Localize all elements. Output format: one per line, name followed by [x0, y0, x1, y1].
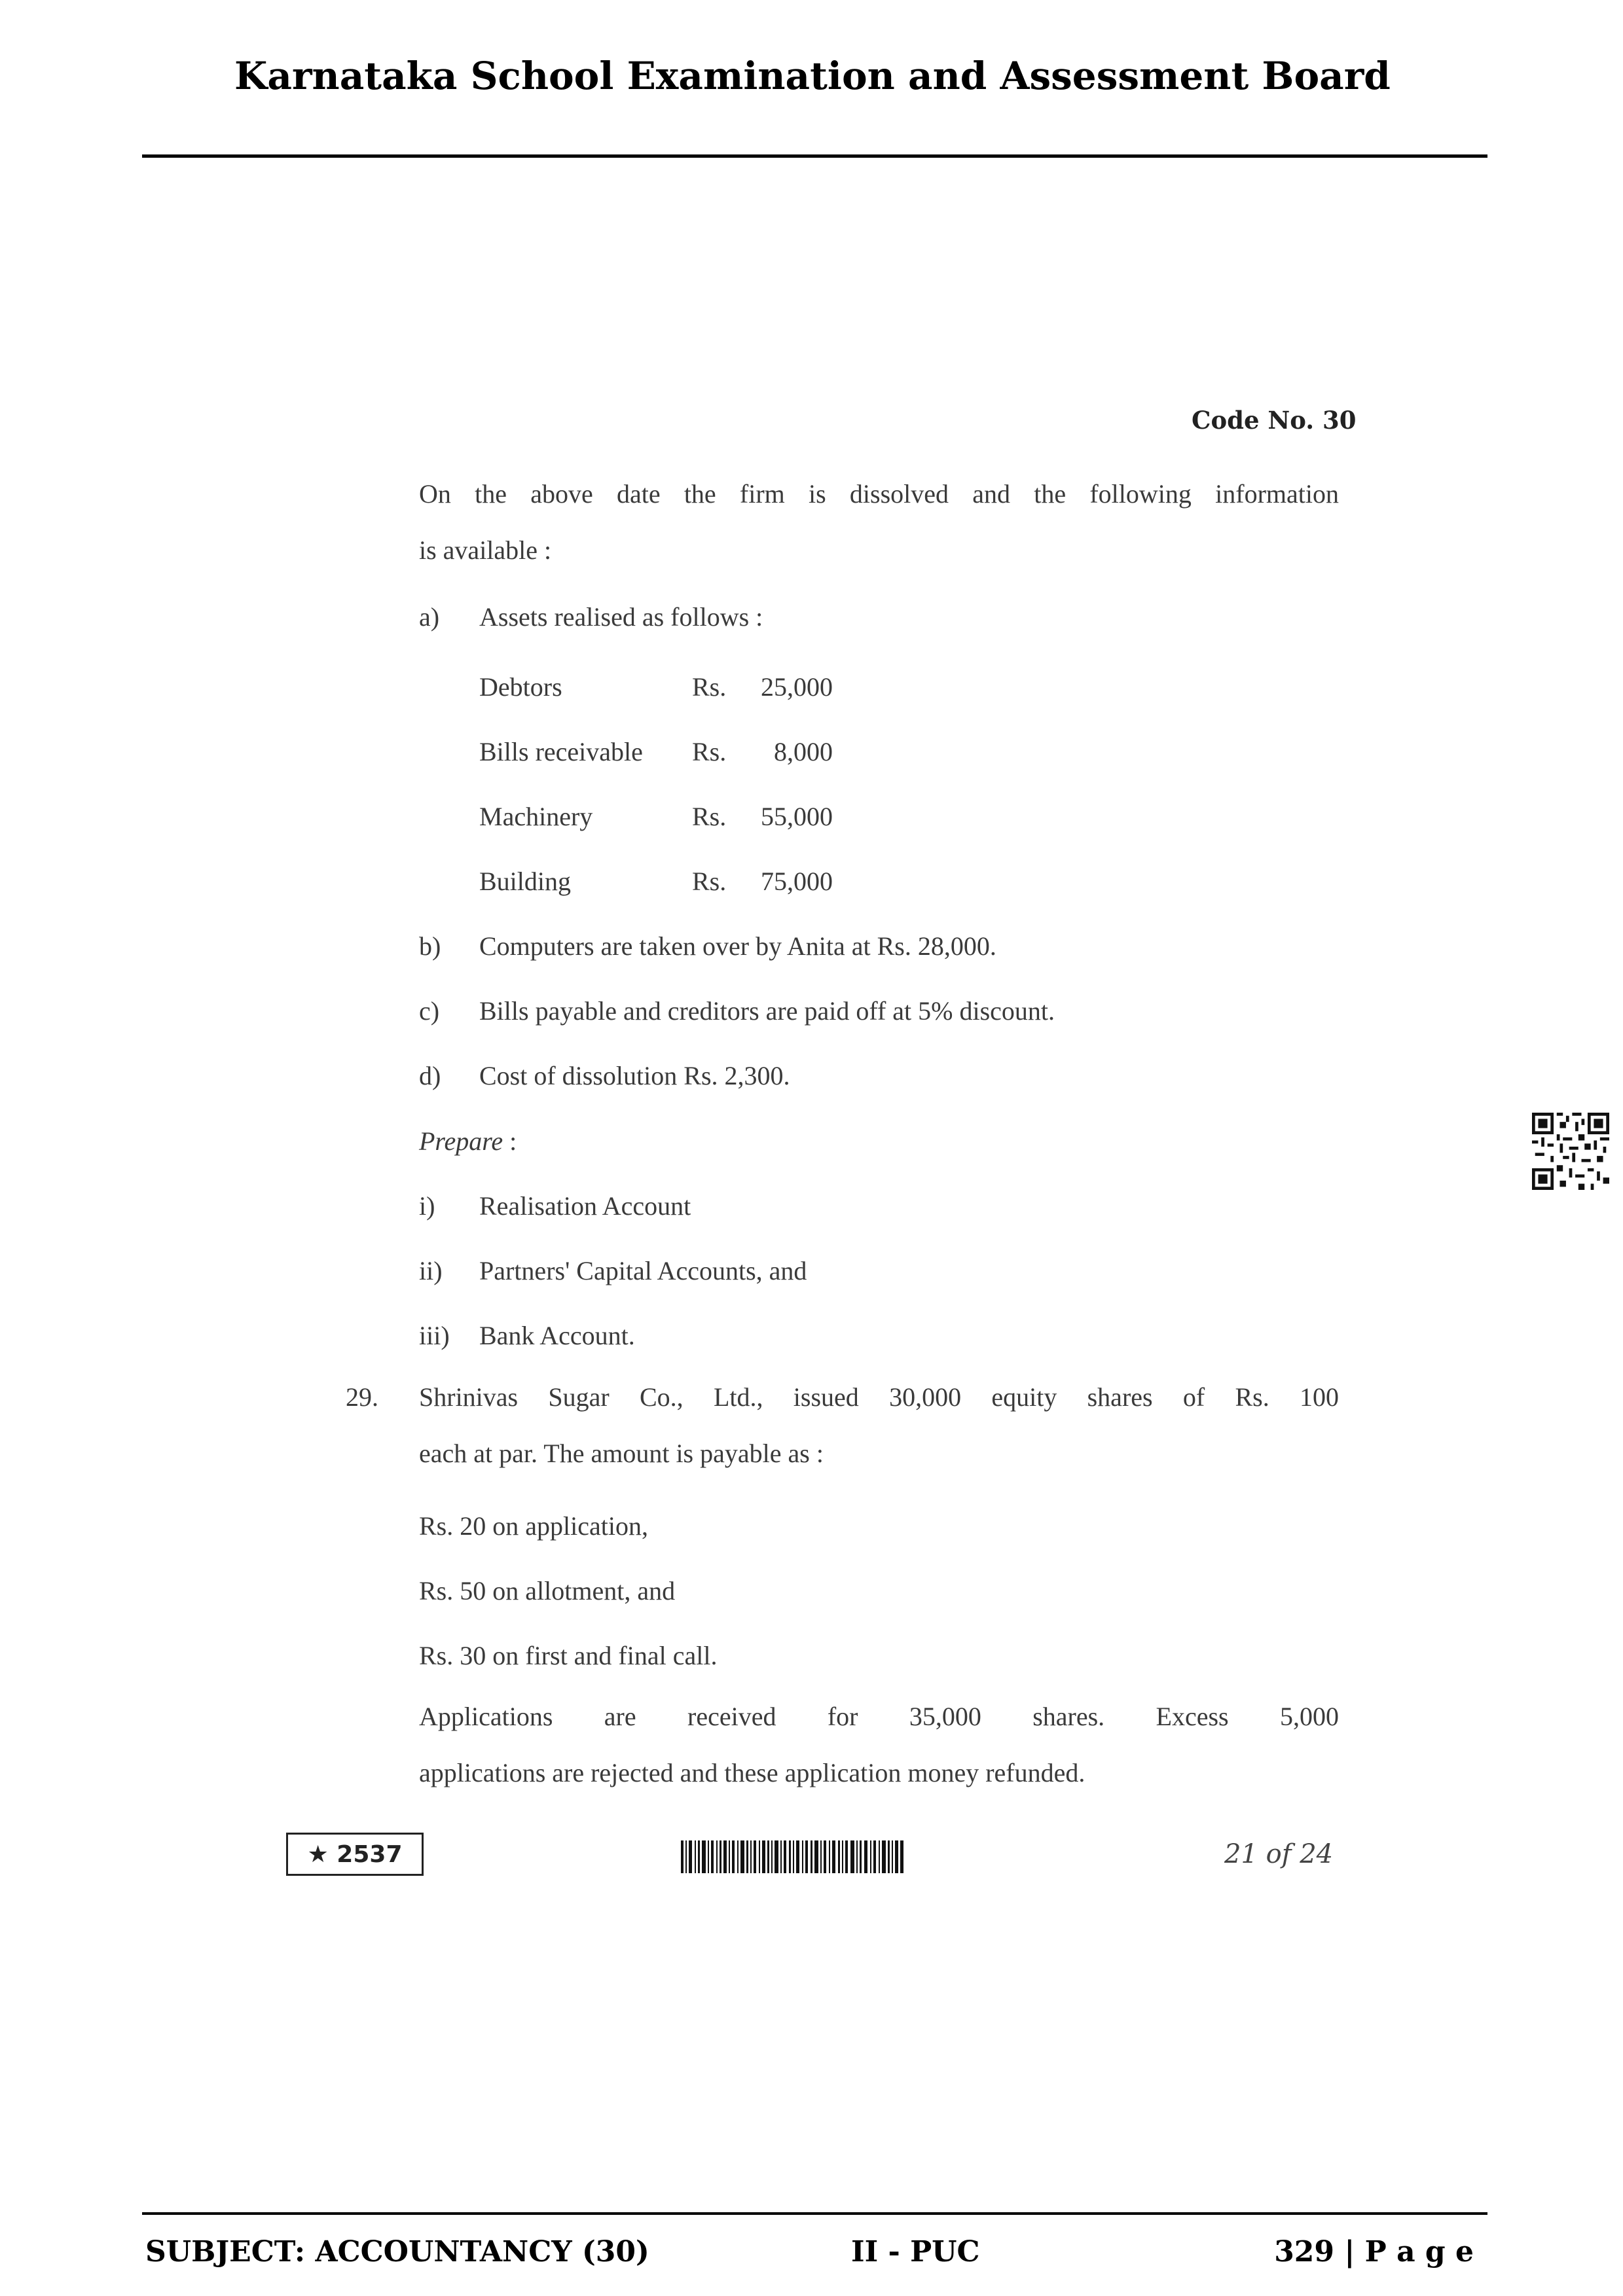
- payment-line: Rs. 50 on allotment, and: [419, 1576, 676, 1605]
- asset-name: Bills receivable: [479, 737, 643, 766]
- asset-currency: Rs.: [692, 737, 727, 766]
- q29-payments: [419, 1494, 1339, 1688]
- asset-name: Machinery: [479, 802, 593, 831]
- item-c-text: Bills payable and creditors are paid off at 5% discount.: [479, 996, 1055, 1026]
- prepare-item-text: Realisation Account: [479, 1191, 691, 1221]
- item-d-text: Cost of dissolution Rs. 2,300.: [479, 1061, 790, 1090]
- q29-applications: [419, 1689, 1339, 1801]
- item-a: [419, 589, 1339, 645]
- items-bcd: [419, 914, 1339, 1108]
- page-of-indicator: 21 of 24: [1224, 1839, 1334, 1869]
- prepare-item: [419, 1303, 1339, 1368]
- q29-line-2: each at par. The amount is payable as :: [419, 1439, 824, 1468]
- asset-row: [479, 784, 833, 849]
- item-a-mark: a): [419, 602, 440, 632]
- item-a-text: Assets realised as follows :: [479, 602, 763, 632]
- prepare-item: [419, 1174, 1339, 1238]
- asset-currency: Rs.: [692, 867, 727, 896]
- item-c-mark: c): [419, 996, 440, 1026]
- prepare-label: Prepare: [419, 1126, 503, 1156]
- asset-currency: Rs.: [692, 802, 727, 831]
- asset-row: [479, 655, 833, 719]
- intro-line-2: is available :: [419, 535, 552, 565]
- star-icon: ★: [307, 1840, 337, 1868]
- prepare-colon: :: [503, 1126, 517, 1156]
- prepare-item-mark: i): [419, 1191, 435, 1221]
- asset-currency: Rs.: [692, 672, 727, 702]
- applications-line-1: Applications are received for 35,000 shares. Excess 5,000: [419, 1702, 1339, 1731]
- item-d-mark: d): [419, 1061, 441, 1090]
- asset-amount: 55,000: [761, 802, 833, 831]
- footer-rule: [142, 2212, 1487, 2215]
- prepare-item-text: Bank Account.: [479, 1321, 635, 1350]
- asset-amount: 25,000: [761, 672, 833, 702]
- item-b-mark: b): [419, 931, 441, 961]
- board-title: Karnataka School Examination and Assessment Board: [234, 54, 1391, 98]
- prepare-item-mark: ii): [419, 1256, 443, 1285]
- asset-name: Debtors: [479, 672, 562, 702]
- qr-code-icon: [1532, 1113, 1609, 1190]
- paper-code: 2537: [337, 1840, 403, 1868]
- applications-line-2: applications are rejected and these application money refunded.: [419, 1758, 1085, 1787]
- footer-class: II - PUC: [851, 2235, 980, 2269]
- footer-page-number: 329 | P a g e: [1274, 2235, 1474, 2269]
- asset-amount: 75,000: [761, 867, 833, 896]
- q29-line-1: Shrinivas Sugar Co., Ltd., issued 30,000 equity shares of Rs. 100: [419, 1382, 1339, 1412]
- assets-list: [479, 655, 833, 914]
- intro-line-1: On the above date the firm is dissolved and the following information: [419, 479, 1339, 509]
- payment-line: Rs. 30 on first and final call.: [419, 1641, 718, 1670]
- payment-line: Rs. 20 on application,: [419, 1511, 648, 1541]
- asset-row: [479, 849, 833, 914]
- prepare-item: [419, 1238, 1339, 1303]
- question-29-number: 29.: [346, 1382, 378, 1412]
- footer-subject: SUBJECT: ACCOUNTANCY (30): [145, 2235, 649, 2269]
- intro-paragraph: [419, 466, 1339, 579]
- item-b-text: Computers are taken over by Anita at Rs. 28,000.: [479, 931, 996, 961]
- prepare-section: [419, 1109, 1339, 1368]
- paper-code-box: [286, 1833, 424, 1876]
- barcode-icon: [681, 1840, 903, 1873]
- asset-row: [479, 719, 833, 784]
- header-rule: [142, 154, 1487, 158]
- asset-name: Building: [479, 867, 572, 896]
- prepare-item-mark: iii): [419, 1321, 450, 1350]
- asset-amount: 8,000: [774, 737, 833, 766]
- question-29-text: [419, 1369, 1339, 1482]
- prepare-item-text: Partners' Capital Accounts, and: [479, 1256, 807, 1285]
- code-number: Code No. 30: [1192, 406, 1357, 435]
